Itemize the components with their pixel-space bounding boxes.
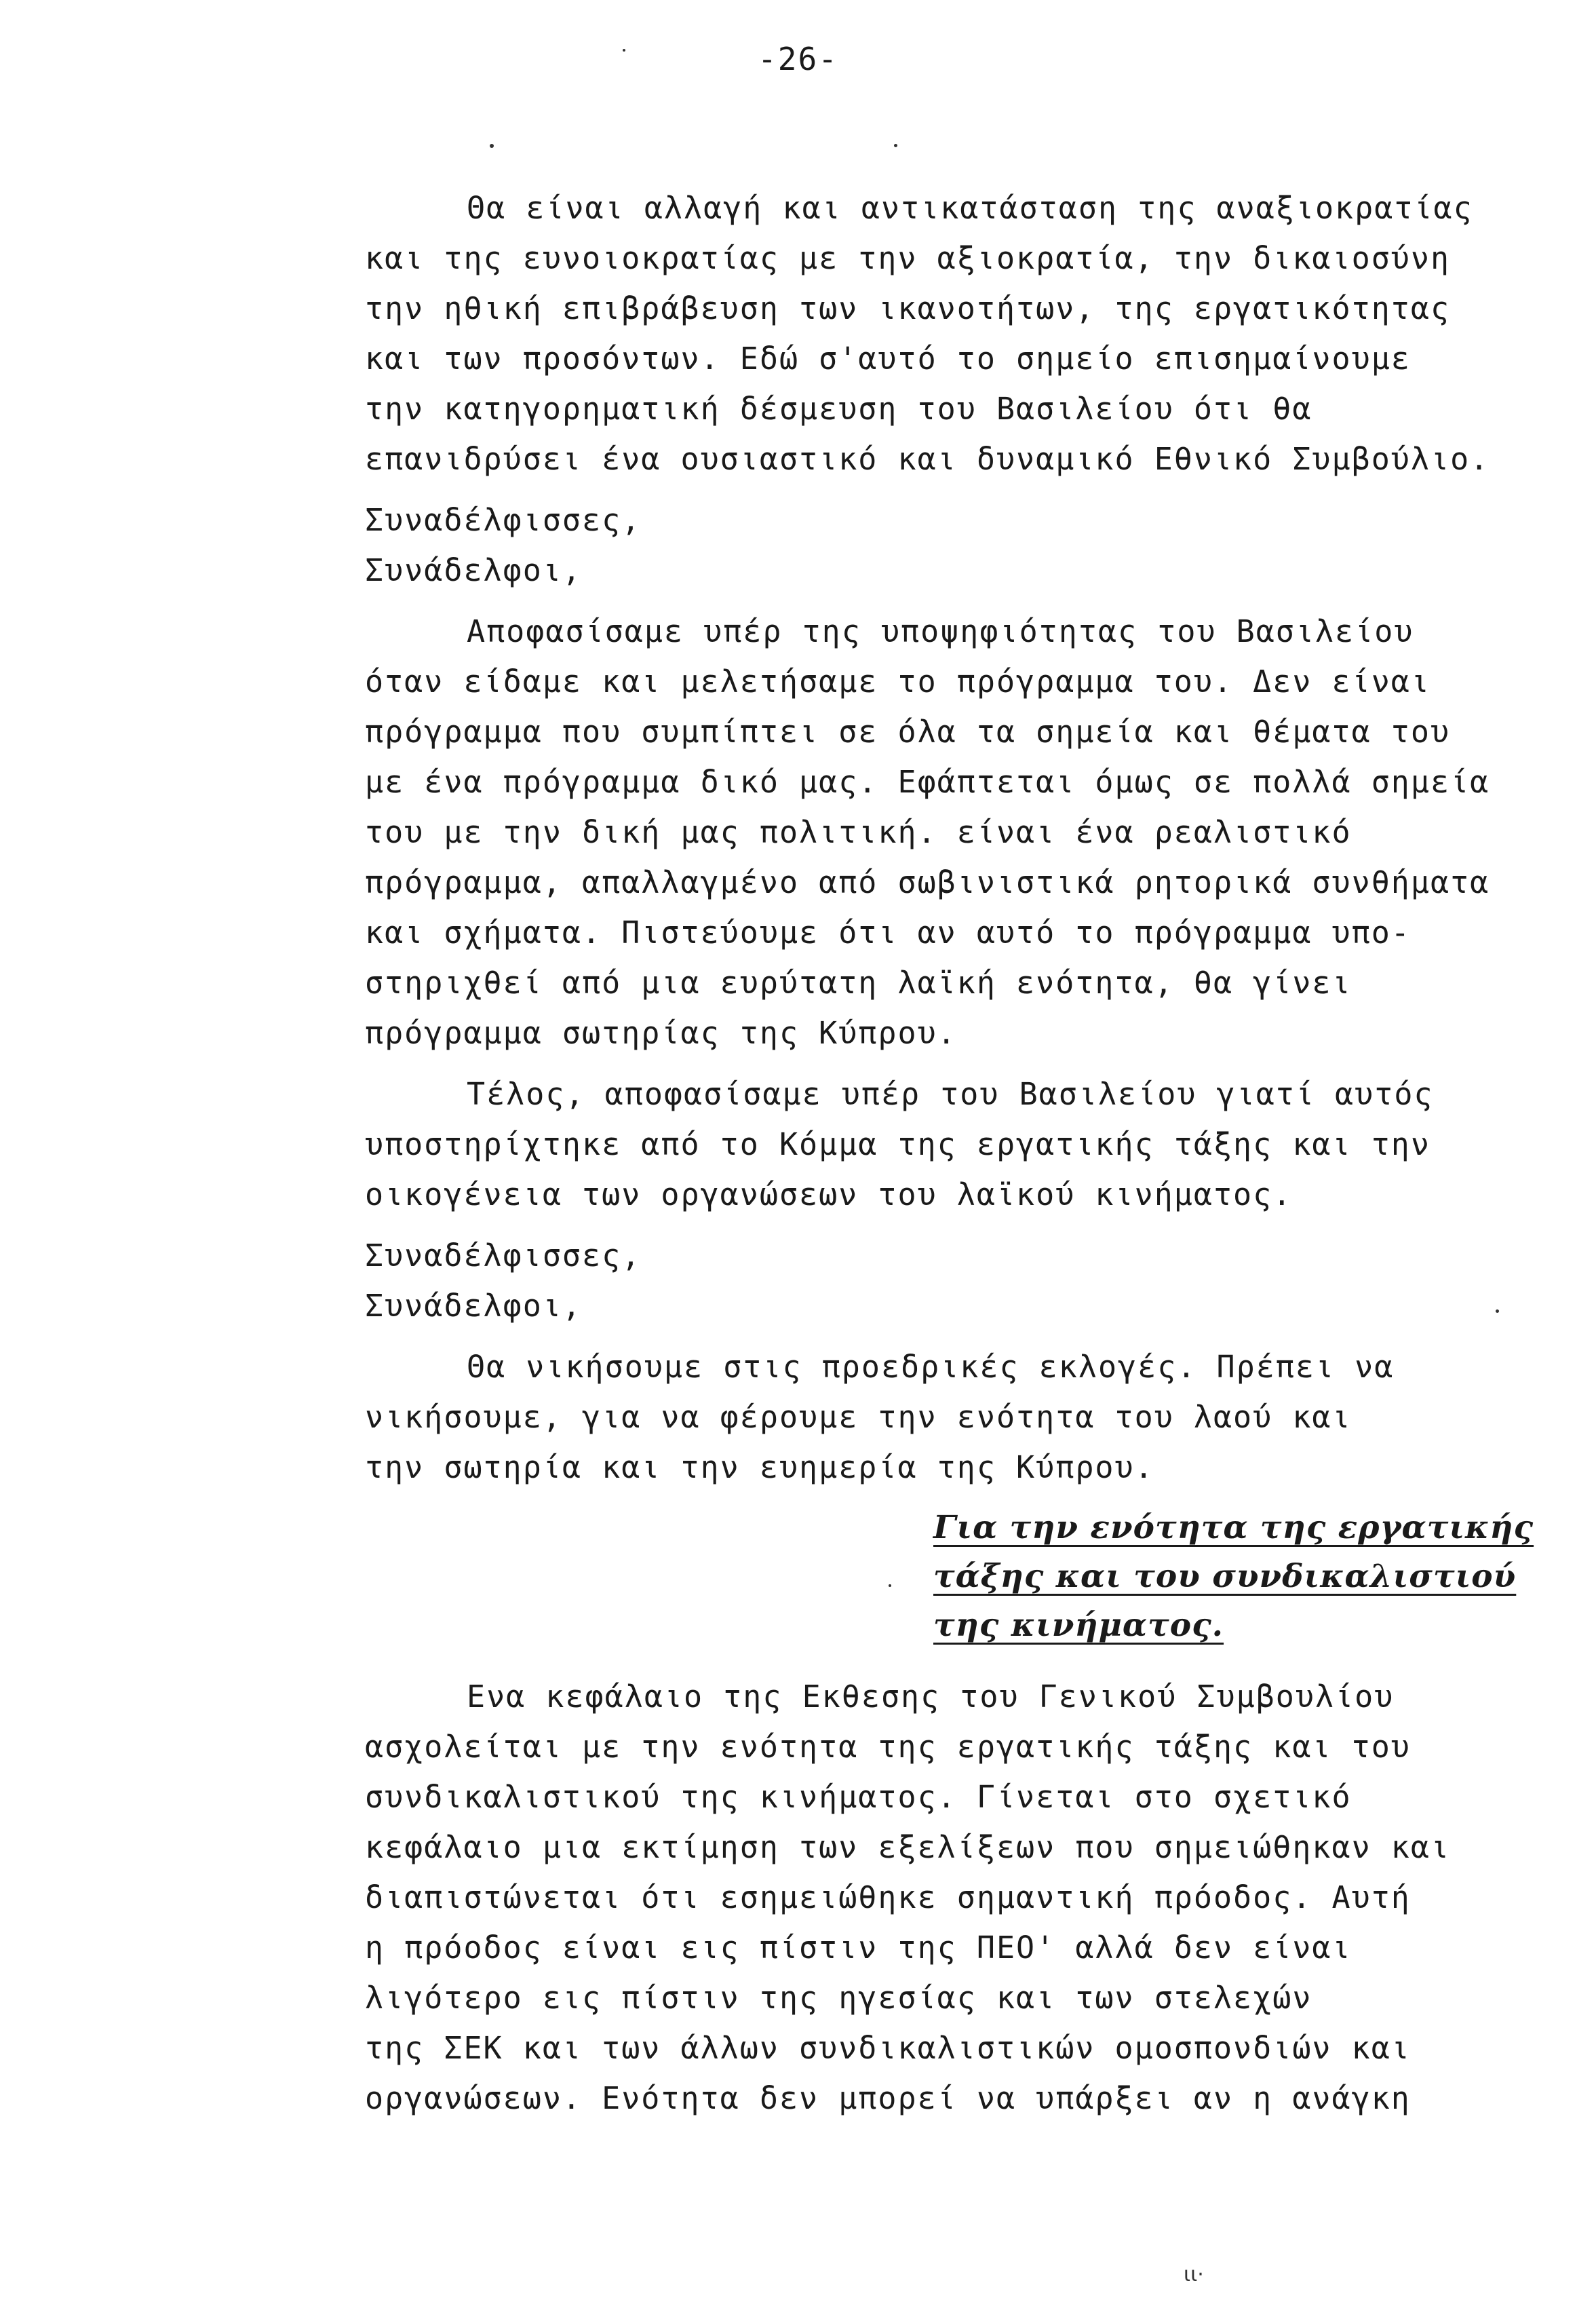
section-heading-line: της κινήματος. xyxy=(933,1607,1224,1644)
paragraph-line: κεφάλαιο μια εκτίμηση των εξελίξεων που σημειώθηκαν και xyxy=(365,1829,1451,1865)
paragraph-line: στηριχθεί από μια ευρύτατη λαϊκή ενότητα, θα γίνει xyxy=(365,965,1352,1001)
scan-speck xyxy=(623,49,625,52)
paragraph-line: συνδικαλιστικού της κινήματος. Γίνεται στο σχετικό xyxy=(365,1779,1352,1815)
paragraph-line: νικήσουμε, για να φέρουμε την ενότητα του λαού και xyxy=(365,1399,1352,1435)
paragraph-line: πρόγραμμα, απαλλαγμένο από σωβινιστικά ρητορικά συνθήματα xyxy=(365,864,1490,900)
scan-speck xyxy=(490,144,494,148)
paragraph-line: πρόγραμμα που συμπίπτει σε όλα τα σημεία και θέματα του xyxy=(365,714,1451,750)
paragraph-line: Τέλος, αποφασίσαμε υπέρ του Βασιλείου γιατί αυτός xyxy=(467,1076,1434,1112)
paragraph-line: οργανώσεων. Ενότητα δεν μπορεί να υπάρξει αν η ανάγκη xyxy=(365,2080,1411,2116)
page-number: -26- xyxy=(758,41,838,77)
scan-speck xyxy=(894,144,897,147)
paragraph-line: λιγότερο εις πίστιν της ηγεσίας και των στελεχών xyxy=(365,1980,1312,2016)
paragraph-line: οικογένεια των οργανώσεων του λαϊκού κινήματος. xyxy=(365,1176,1293,1212)
section-heading xyxy=(365,1504,1545,1650)
salutation-line: Συναδέλφισσες, xyxy=(365,1238,642,1274)
paragraph-line: του με την δική μας πολιτική. είναι ένα ρεαλιστικό xyxy=(365,814,1352,850)
paragraph-line: πρόγραμμα σωτηρίας της Κύπρου. xyxy=(365,1015,957,1051)
footer-mark: ιι· xyxy=(1184,2263,1204,2286)
paragraph xyxy=(365,183,1545,484)
salutation-line: Συναδέλφισσες, xyxy=(365,502,642,538)
paragraph-line: η πρόοδος είναι εις πίστιν της ΠΕΟ' αλλά δεν είναι xyxy=(365,1930,1352,1966)
paragraph-line: διαπιστώνεται ότι εσημειώθηκε σημαντική πρόοδος. Αυτή xyxy=(365,1879,1411,1915)
scan-speck xyxy=(889,1584,891,1587)
salutation-line: Συνάδελφοι, xyxy=(365,552,583,588)
salutation-line: Συνάδελφοι, xyxy=(365,1288,583,1324)
paragraph-line: ασχολείται με την ενότητα της εργατικής τάξης και του xyxy=(365,1729,1411,1765)
paragraph xyxy=(365,1342,1545,1493)
paragraph-line: την κατηγορηματική δέσμευση του Βασιλείου ότι θα xyxy=(365,391,1312,427)
salutation xyxy=(365,1231,1545,1331)
paragraph-line: και της ευνοιοκρατίας με την αξιοκρατία, την δικαιοσύνη xyxy=(365,240,1451,276)
paragraph xyxy=(365,607,1545,1058)
document-body xyxy=(365,183,1545,2134)
paragraph-line: Ενα κεφάλαιο της Εκθεσης του Γενικού Συμβουλίου xyxy=(467,1679,1395,1715)
section-heading-line: τάξης και του συνδικαλιστιού xyxy=(933,1558,1517,1595)
paragraph xyxy=(365,1069,1545,1220)
paragraph-line: Αποφασίσαμε υπέρ της υποψηφιότητας του Βασιλείου xyxy=(467,613,1414,649)
paragraph-line: και σχήματα. Πιστεύουμε ότι αν αυτό το πρόγραμμα υπο- xyxy=(365,915,1411,951)
paragraph-line: όταν είδαμε και μελετήσαμε το πρόγραμμα του. Δεν είναι xyxy=(365,664,1430,700)
paragraph-line: Θα νικήσουμε στις προεδρικές εκλογές. Πρέπει να xyxy=(467,1349,1395,1385)
paragraph xyxy=(365,1672,1545,2124)
scan-speck xyxy=(1496,1309,1499,1313)
paragraph-line: και των προσόντων. Εδώ σ'αυτό το σημείο επισημαίνουμε xyxy=(365,341,1411,377)
paragraph-line: επανιδρύσει ένα ουσιαστικό και δυναμικό Εθνικό Συμβούλιο. xyxy=(365,441,1490,477)
paragraph-line: με ένα πρόγραμμα δικό μας. Εφάπτεται όμως σε πολλά σημεία xyxy=(365,764,1490,800)
paragraph-line: την σωτηρία και την ευημερία της Κύπρου. xyxy=(365,1449,1154,1485)
paragraph-line: την ηθική επιβράβευση των ικανοτήτων, της εργατικότητας xyxy=(365,290,1451,326)
paragraph-line: υποστηρίχτηκε από το Κόμμα της εργατικής τάξης και την xyxy=(365,1126,1430,1162)
paragraph-line: της ΣΕΚ και των άλλων συνδικαλιστικών ομοσπονδιών και xyxy=(365,2030,1411,2066)
paragraph-line: Θα είναι αλλαγή και αντικατάσταση της αναξιοκρατίας xyxy=(467,190,1473,226)
section-heading-line: Για την ενότητα της εργατικής xyxy=(933,1509,1534,1546)
salutation xyxy=(365,495,1545,596)
